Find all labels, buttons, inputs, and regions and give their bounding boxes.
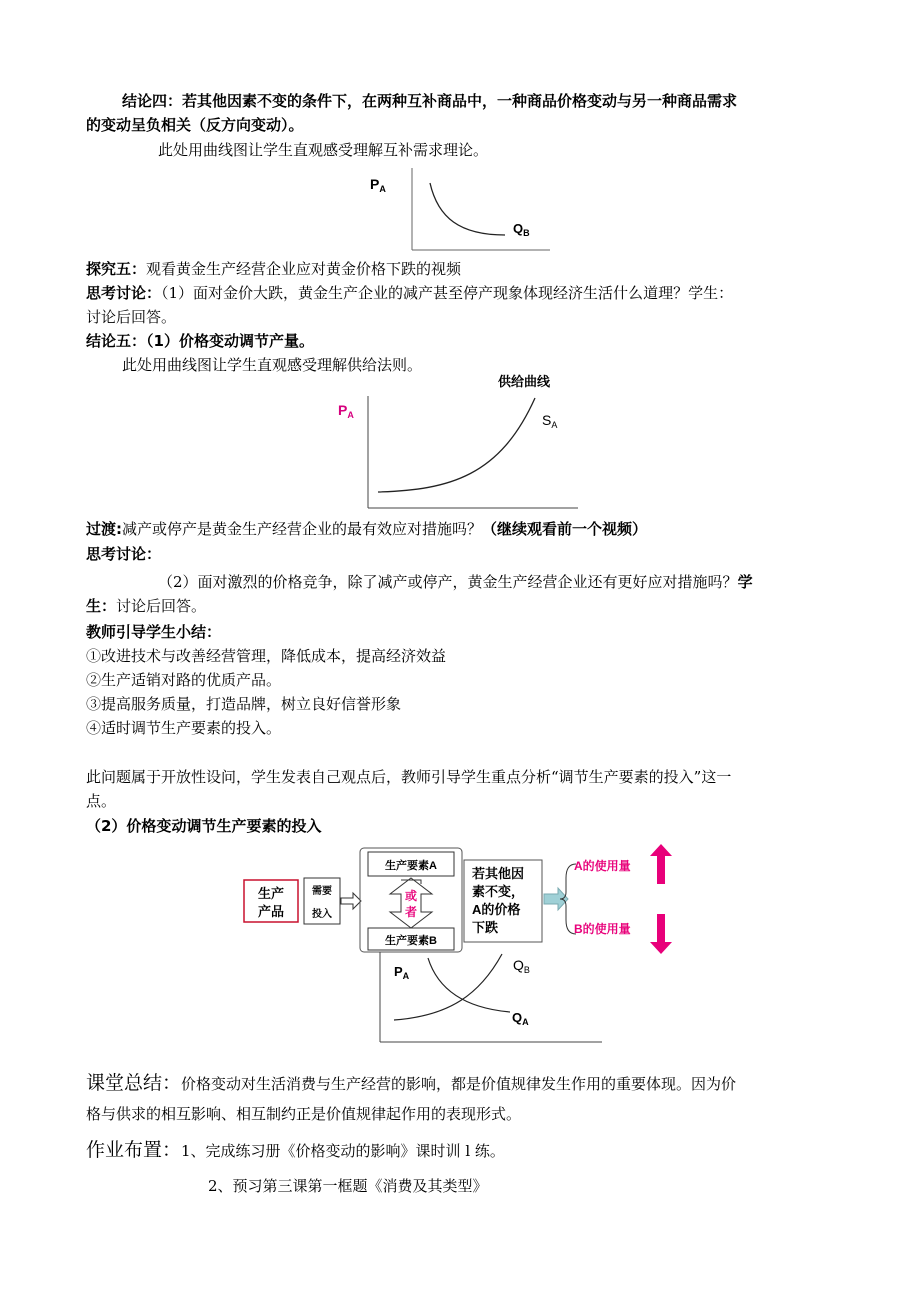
chart2-s-label: $S_A$ bbox=[542, 412, 558, 430]
svg-text:投入: 投入 bbox=[312, 909, 332, 920]
class-summary-line2: 格与供求的相互影响、相互制约正是价值规律起作用的表现形式。 bbox=[86, 1105, 522, 1123]
conclusion4-line2: 的变动呈负相关（反方向变动）。 bbox=[86, 116, 304, 134]
section2-title: （2）价格变动调节生产要素的投入 bbox=[86, 817, 322, 835]
conclusion5-note: 此处用曲线图让学生直观感受理解供给法则。 bbox=[122, 356, 423, 374]
qb-curve bbox=[394, 954, 502, 1020]
conclusion5-text: 结论五：（1）价格变动调节产量。 bbox=[86, 332, 314, 350]
svg-text:生产要素A: 生产要素A bbox=[385, 860, 437, 872]
svg-text:下跌: 下跌 bbox=[472, 920, 499, 935]
supply-curve-chart bbox=[330, 368, 580, 513]
svg-text:产品: 产品 bbox=[257, 904, 285, 919]
factor-demand-chart bbox=[370, 950, 620, 1046]
svg-text:或: 或 bbox=[404, 889, 418, 903]
inquiry5 bbox=[86, 257, 461, 281]
svg-text:A的价格: A的价格 bbox=[472, 902, 521, 917]
discussion1-line2: 讨论后回答。 bbox=[86, 308, 177, 326]
transition-label: 过渡: bbox=[86, 520, 122, 538]
supply-curve bbox=[378, 398, 535, 492]
homework-line1: 作业布置：1、完成练习册《价格变动的影响》课时训 l 练。 bbox=[86, 1139, 505, 1161]
homework-item2: 2、预习第三课第一框题《消费及其类型》 bbox=[208, 1177, 488, 1195]
inquiry5-label: 探究五： bbox=[86, 260, 147, 278]
arrow-down-icon bbox=[650, 914, 672, 954]
chart2-title: 供给曲线 bbox=[498, 374, 551, 389]
chart2-p-label: $P_A$ bbox=[338, 402, 354, 420]
svg-text:若其他因: 若其他因 bbox=[472, 866, 525, 881]
discussion1-label: 思考讨论： bbox=[86, 284, 162, 302]
transition: 过渡:减产或停产是黄金生产经营企业的最有效应对措施吗？（继续观看前一个视频） bbox=[86, 520, 648, 538]
conclusion4-line1: 结论四：若其他因素不变的条件下，在两种互补商品中，一种商品价格变动与另一种商品需求 bbox=[122, 92, 738, 110]
chart3-qb-label: $Q_B$ bbox=[513, 957, 530, 975]
discussion2-line2: 生：讨论后回答。 bbox=[86, 597, 207, 615]
svg-text:生产: 生产 bbox=[257, 886, 285, 901]
homework-label: 作业布置： bbox=[86, 1139, 182, 1161]
chart1-p-label: $P_A$ bbox=[370, 176, 386, 194]
factor-input-diagram bbox=[240, 838, 680, 958]
demand-curve bbox=[430, 183, 505, 235]
chart3-qa-label: $Q_A$ bbox=[512, 1010, 529, 1027]
summary-guide-label: 教师引导学生小结： bbox=[86, 623, 222, 641]
summary-item: ②生产适销对路的优质产品。 bbox=[86, 671, 282, 689]
discussion1-line1: 思考讨论：（1）面对金价大跌，黄金生产企业的减产甚至停产现象体现经济生活什么道理？学生： bbox=[86, 284, 734, 302]
summary-item: ①改进技术与改善经营管理，降低成本，提高经济效益 bbox=[86, 647, 447, 665]
result-a: A的使用量 bbox=[574, 859, 631, 873]
svg-text:素不变，: 素不变， bbox=[472, 884, 525, 899]
class-summary-line1: 课堂总结：价格变动对生活消费与生产经营的影响，都是价值规律发生作用的重要体现。因为价 bbox=[86, 1072, 737, 1094]
chart1-q-label: $Q_B$ bbox=[513, 221, 530, 238]
svg-text:生产要素B: 生产要素B bbox=[385, 935, 437, 947]
open-question-line2: 点。 bbox=[86, 792, 117, 810]
double-arrow bbox=[390, 878, 432, 928]
svg-text:需要: 需要 bbox=[312, 886, 332, 897]
class-summary-label: 课堂总结： bbox=[86, 1072, 182, 1094]
qa-curve bbox=[428, 958, 510, 1012]
result-b: B的使用量 bbox=[574, 922, 631, 936]
discussion2-line1: （2）面对激烈的价格竞争，除了减产或停产，黄金生产经营企业还有更好应对措施吗？学 bbox=[158, 573, 753, 591]
chart3-p-label: $P_A$ bbox=[394, 964, 410, 981]
svg-text:者: 者 bbox=[404, 905, 418, 919]
conclusion4-note: 此处用曲线图让学生直观感受理解互补需求理论。 bbox=[158, 141, 489, 159]
open-question-line1: 此问题属于开放性设问，学生发表自己观点后，教师引导学生重点分析“调节生产要素的投入”这一 bbox=[86, 768, 732, 786]
arrow-up-icon bbox=[650, 844, 672, 884]
summary-item: ③提高服务质量，打造品牌，树立良好信誉形象 bbox=[86, 695, 402, 713]
inquiry5-text: 观看黄金生产经营企业应对黄金价格下跌的视频 bbox=[146, 260, 462, 278]
summary-item: ④适时调节生产要素的投入。 bbox=[86, 719, 282, 737]
discussion2-label: 思考讨论： bbox=[86, 545, 162, 563]
complementary-demand-chart bbox=[360, 163, 560, 258]
